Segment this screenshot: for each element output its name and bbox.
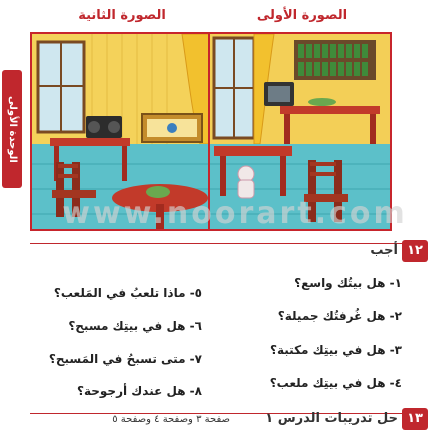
first-picture-title: الصورة الأولى xyxy=(256,8,348,23)
second-picture xyxy=(30,32,214,231)
question-1: ١- هل بيتُك واسع؟ xyxy=(294,276,402,290)
question-3: ٣- هل في بيتِك مكتبة؟ xyxy=(270,343,402,357)
exercise-13-label: حل تدريبات الدرس ١ xyxy=(265,411,398,426)
question-4: ٤- هل في بيتِك ملعب؟ xyxy=(269,376,402,390)
first-picture xyxy=(208,32,392,231)
question-7: ٧- متى تسبحُ في المَسبح؟ xyxy=(48,352,202,366)
exercise-13-pages: صفحة ٣ وصفحة ٤ وصفحة ٥ xyxy=(112,414,230,425)
second-picture-title: الصورة الثانية xyxy=(78,8,166,23)
exercise-13-number-badge: ١٣ xyxy=(402,408,428,430)
unit-tab-label: الوحدة الأولى xyxy=(7,95,18,163)
watermark-text: www.noorart.com xyxy=(62,196,408,231)
first-room-illustration xyxy=(210,34,392,231)
question-5: ٥- ماذا تلعبُ في المَلعب؟ xyxy=(53,286,202,300)
question-6: ٦- هل في بيتِك مسبح؟ xyxy=(68,319,202,333)
second-room-illustration xyxy=(32,34,214,231)
exercise-12-instruction: أجب xyxy=(370,243,398,258)
question-8: ٨- هل عندك أرجوحة؟ xyxy=(77,384,202,398)
question-2: ٢- هل غُرفتُك جميلة؟ xyxy=(277,309,402,323)
exercise-12-number-badge: ١٢ xyxy=(402,240,428,262)
unit-side-tab xyxy=(0,0,24,430)
